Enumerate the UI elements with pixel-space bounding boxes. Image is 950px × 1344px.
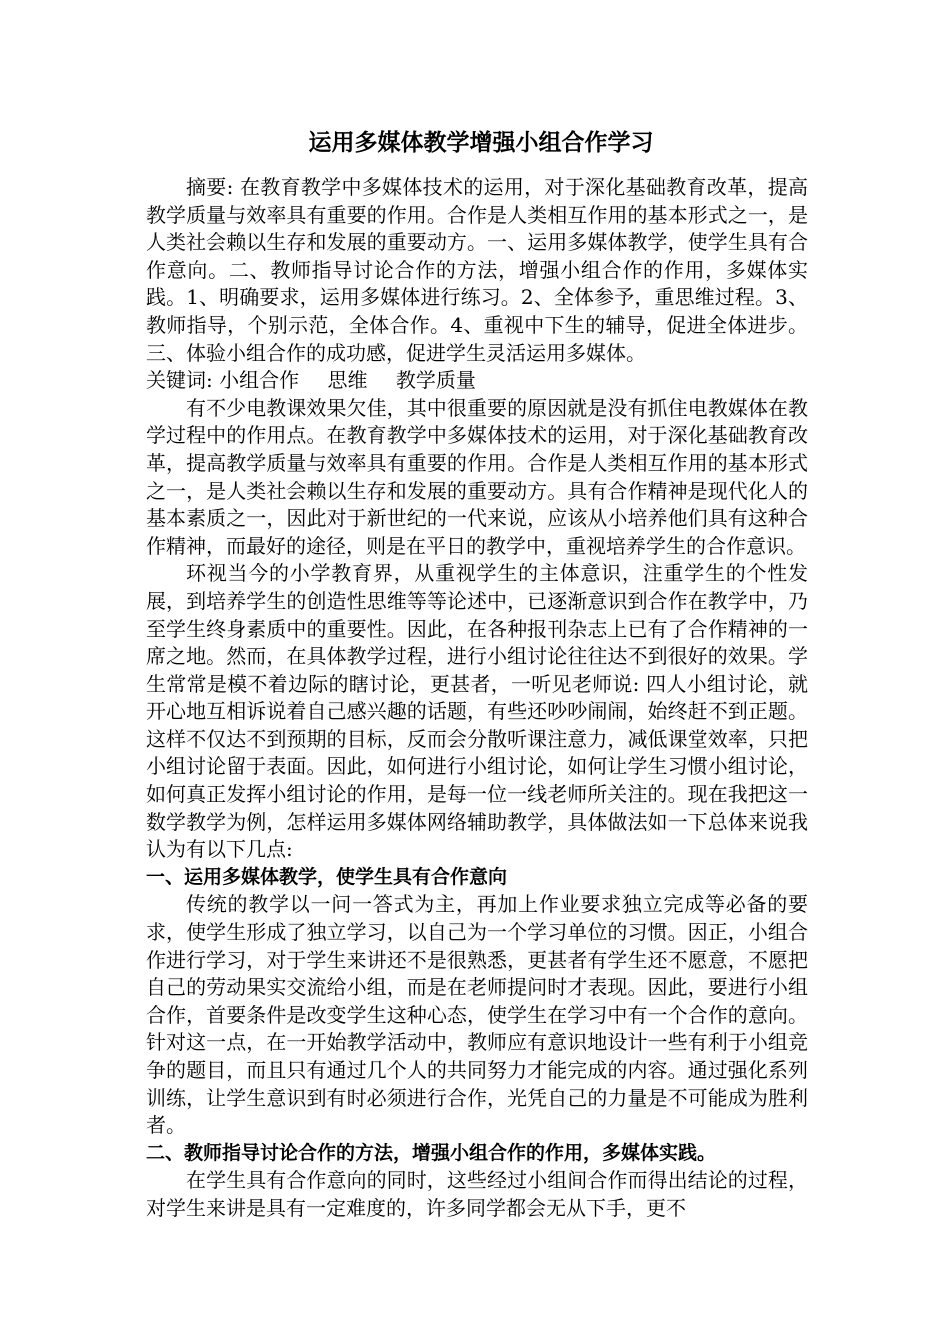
document-title: 运用多媒体教学增强小组合作学习: [308, 130, 654, 156]
section-heading: 二、教师指导讨论合作的方法，增强小组合作的作用，多媒体实践。: [146, 1141, 717, 1164]
body-paragraph: 传统的教学以一问一答式为主，再加上作业要求独立完成等必备的要求，使学生形成了独立学习，以自己为一个学习单位的习惯。因正，小组合作进行学习，对于学生来讲还不是很熟悉，更甚者有学生还不愿意，不愿把自己的劳动果实交流给小组，而是在老师提问时才表现。因此，要进行小组合作，首要条件是改变学生这种心态，使学生在学习中有一个合作的意向。针对这一点，在一开始教学活动中，教师应有意识地设计一些有利于小组竞争的题目，而且只有通过几个人的共同努力才能完成的内容。通过强化系列训练，让学生意识到有时必须进行合作，光凭自己的力量是不可能成为胜利者。: [146, 892, 808, 1138]
keyword-item: 小组合作: [219, 368, 300, 393]
body-paragraph: 在学生具有合作意向的同时，这些经过小组间合作而得出结论的过程，对学生来讲是具有一定难度的，许多同学都会无从下手，更不: [146, 1168, 808, 1220]
abstract-paragraph: 摘要: 在教育教学中多媒体技术的运用，对于深化基础教育改革，提高教学质量与效率具有重要的作用。合作是人类相互作用的基本形式之一，是人类社会赖以生存和发展的重要动方。一、运用多媒体教学，使学生具有合作意向。二、教师指导讨论合作的方法，增强小组合作的作用，多媒体实践。1、明确要求，运用多媒体进行练习。2、全体参予，重思维过程。3、教师指导，个别示范，全体合作。4、重视中下生的辅导，促进全体进步。三、体验小组合作的成功感，促进学生灵活运用多媒体。: [146, 175, 808, 365]
document-page: [146, 128, 808, 1223]
body-paragraph: 有不少电教课效果欠佳，其中很重要的原因就是没有抓住电教媒体在教学过程中的作用点。在教育教学中多媒体技术的运用，对于深化基础教育改革，提高教学质量与效率具有重要的作用。合作是人类相互作用的基本形式之一，是人类社会赖以生存和发展的重要动方。具有合作精神是现代化人的基本素质之一，因此对于新世纪的一代来说，应该从小培养他们具有这种合作精神，而最好的途径，则是在平日的教学中，重视培养学生的合作意识。: [146, 395, 808, 558]
keyword-item: 思维: [327, 368, 368, 393]
keywords-line: [146, 367, 808, 395]
keywords-label: 关键词:: [146, 368, 213, 393]
keyword-item: 教学质量: [395, 368, 476, 393]
section-heading: 一、运用多媒体教学，使学生具有合作意向: [146, 865, 508, 888]
body-paragraph: 环视当今的小学教育界，从重视学生的主体意识，注重学生的个性发展，到培养学生的创造性思维等等论述中，已逐渐意识到合作在教学中，乃至学生终身素质中的重要性。因此，在各种报刊杂志上已有了合作精神的一席之地。然而，在具体教学过程，进行小组讨论往往达不到很好的效果。学生常常是模不着边际的瞎讨论，更甚者，一听见老师说: 四人小组讨论，就开心地互相诉说着自己感兴趣的话题，有些还吵吵闹闹，始终赶不到正题。这样不仅达不到预期的目标，反而会分散听课注意力，减低课堂效率，只把小组讨论留于表面。因此，如何进行小组讨论，如何让学生习惯小组讨论，如何真正发挥小组讨论的作用，是每一位一线老师所关注的。现在我把这一数学教学为例，怎样运用多媒体网络辅助教学，具体做法如一下总体来说我认为有以下几点:: [146, 561, 808, 862]
